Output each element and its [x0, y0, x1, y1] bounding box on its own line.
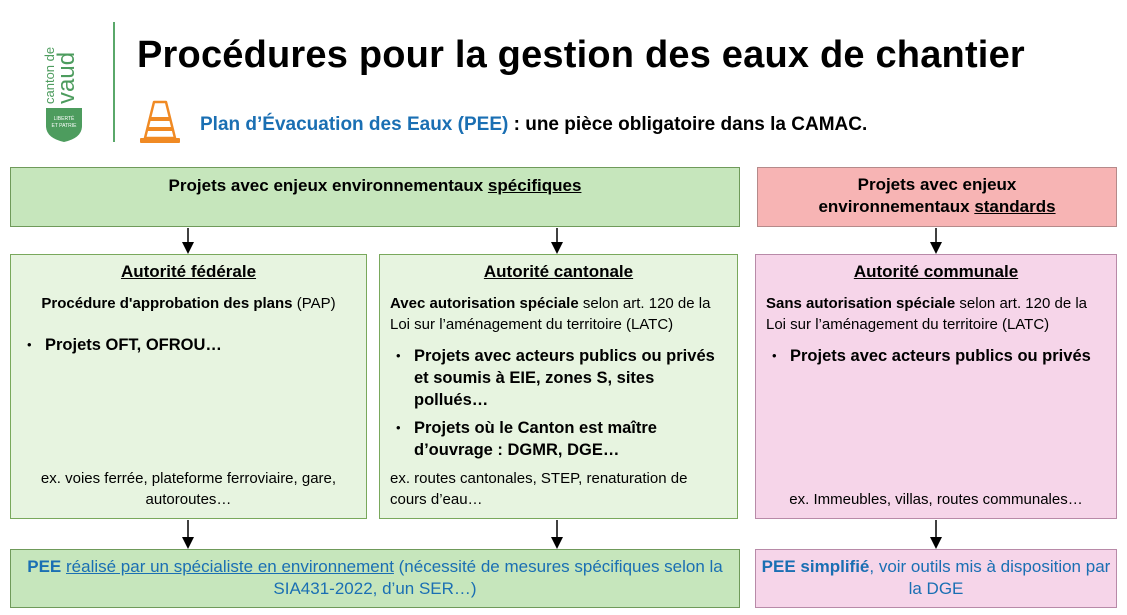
- cantonal-procedure-rest: selon art. 120 de la Loi sur l’aménagement du territoire (LATC): [390, 295, 711, 333]
- communal-procedure-rest: selon art. 120 de la Loi sur l’aménagement du territoire (LATC): [766, 295, 1088, 333]
- pee-label: Plan d’Évacuation des Eaux (PEE): [200, 114, 509, 135]
- communal-example: ex. Immeubles, villas, routes communales…: [789, 491, 1083, 508]
- federal-example: ex. voies ferrée, plateforme ferroviaire, gare, autoroutes…: [40, 470, 337, 508]
- federal-procedure-bold: Procédure d'approbation des plans: [41, 295, 293, 312]
- footer-standard-rest: , voir outils mis à disposition par la DGE: [869, 557, 1111, 598]
- logo-canton-text: canton de: [42, 46, 57, 104]
- header-specific-stakes: [10, 167, 740, 227]
- logo-motto-line1: LIBERTÉ: [53, 116, 75, 122]
- list-item: • Projets avec acteurs publics ou privés et soumis à EIE, zones S, sites pollués…: [396, 347, 715, 409]
- subtitle: [200, 114, 867, 136]
- communal-procedure: [766, 293, 1106, 335]
- header-standard-stakes: [757, 167, 1117, 227]
- list-item: • Projets où le Canton est maître d’ouvrage : DGMR, DGE…: [396, 419, 657, 459]
- header-specific-underlined: spécifiques: [487, 176, 582, 195]
- header-standard-prefix: environnementaux: [818, 197, 975, 216]
- subtitle-rest: : une pièce obligatoire dans la CAMAC.: [508, 114, 868, 135]
- federal-procedure: [21, 293, 356, 314]
- footer-specific-rest: (nécessité de mesures spécifiques selon la SIA431-2022, d’un SER…): [273, 557, 723, 598]
- list-item: • Projets avec acteurs publics ou privés: [772, 347, 1091, 365]
- footer-specific-underlined: réalisé par un spécialiste en environnement: [66, 557, 394, 576]
- traffic-cone-icon: [137, 98, 183, 146]
- footer-specific: [10, 549, 740, 608]
- federal-bullets: [21, 334, 356, 356]
- communal-authority-box: [755, 254, 1117, 519]
- header-divider: [113, 22, 115, 142]
- cantonal-title: Autorité cantonale: [483, 262, 634, 281]
- cantonal-example: ex. routes cantonales, STEP, renaturation de cours d’eau…: [390, 470, 688, 508]
- cantonal-procedure-bold: Avec autorisation spéciale: [390, 295, 579, 312]
- page-title: Procédures pour la gestion des eaux de chantier: [137, 34, 1025, 76]
- communal-title: Autorité communale: [853, 262, 1019, 281]
- canton-vaud-logo: [40, 14, 88, 144]
- federal-authority-box: [10, 254, 367, 519]
- footer-standard-pee: PEE simplifié: [761, 557, 870, 576]
- header-specific-prefix: Projets avec enjeux environnementaux: [168, 176, 488, 195]
- logo-vaud-text: vaud: [53, 51, 80, 104]
- logo-motto-line2: ET PATRIE: [51, 123, 77, 129]
- federal-title: Autorité fédérale: [120, 262, 257, 281]
- cantonal-procedure: [390, 293, 727, 335]
- communal-procedure-bold: Sans autorisation spéciale: [766, 295, 956, 312]
- communal-bullets: [766, 345, 1106, 367]
- federal-procedure-rest: (PAP): [292, 295, 336, 312]
- cantonal-bullets: [390, 345, 727, 461]
- header-standard-underlined: standards: [974, 197, 1056, 216]
- footer-specific-pee: PEE: [27, 557, 62, 576]
- list-item: • Projets OFT, OFROU…: [27, 336, 222, 354]
- footer-standard: [755, 549, 1117, 608]
- header-standard-line1: Projets avec enjeux: [857, 175, 1017, 194]
- cantonal-authority-box: [379, 254, 738, 519]
